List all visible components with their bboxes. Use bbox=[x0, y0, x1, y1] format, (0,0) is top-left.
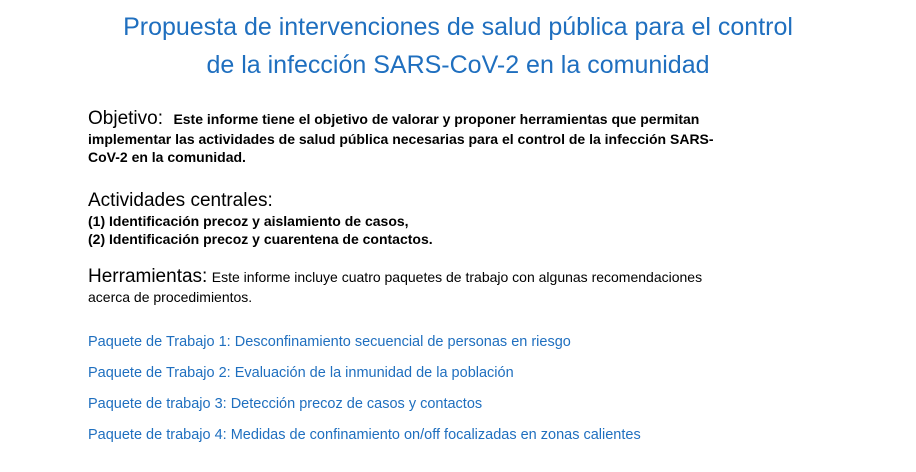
objetivo-text-line-2: implementar las actividades de salud pública necesarias para el control de la infección SARS- bbox=[88, 131, 714, 147]
actividades-heading: Actividades centrales: bbox=[88, 190, 273, 211]
paquete-link-3[interactable]: Paquete de trabajo 3: Detección precoz de casos y contactos bbox=[88, 396, 483, 412]
objetivo-text-line-3: CoV-2 en la comunidad. bbox=[88, 149, 246, 165]
paquete-link-2[interactable]: Paquete de Trabajo 2: Evaluación de la inmunidad de la población bbox=[88, 365, 514, 381]
objetivo-section bbox=[88, 108, 848, 166]
herramientas-section bbox=[88, 266, 848, 306]
herramientas-text-line-1: Este informe incluye cuatro paquetes de trabajo con algunas recomendaciones bbox=[211, 269, 703, 285]
paquetes-list bbox=[88, 333, 848, 457]
objetivo-heading: Objetivo: bbox=[88, 108, 163, 129]
herramientas-text-line-2: acerca de procedimientos. bbox=[88, 289, 253, 305]
herramientas-heading: Herramientas: bbox=[88, 266, 208, 287]
actividad-item: (2) Identificación precoz y cuarentena de contactos. bbox=[88, 231, 433, 247]
title-line-2: de la infección SARS-CoV-2 en la comunidad bbox=[206, 51, 710, 79]
actividad-item: (1) Identificación precoz y aislamiento de casos, bbox=[88, 213, 409, 229]
paquete-link-1[interactable]: Paquete de Trabajo 1: Desconfinamiento secuencial de personas en riesgo bbox=[88, 334, 571, 350]
document-title bbox=[0, 8, 916, 84]
actividades-section bbox=[88, 190, 848, 248]
objetivo-text-line-1: Este informe tiene el objetivo de valorar y proponer herramientas que permitan bbox=[173, 111, 700, 127]
paquete-link-4[interactable]: Paquete de trabajo 4: Medidas de confinamiento on/off focalizadas en zonas calientes bbox=[88, 427, 641, 443]
title-line-1: Propuesta de intervenciones de salud pública para el control bbox=[123, 13, 793, 41]
